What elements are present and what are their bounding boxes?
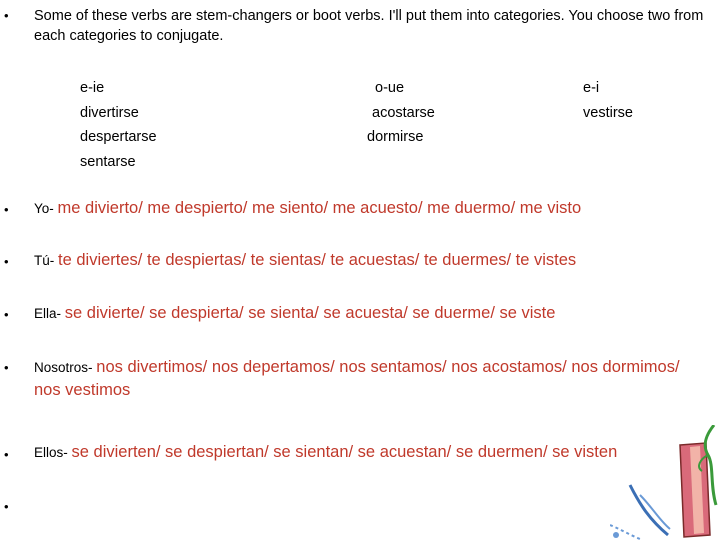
bullet: • [4,8,9,23]
bullet: • [4,307,9,322]
pronoun-label: Tú- [34,253,59,268]
answer-text: te diviertes/ te despiertas/ te sientas/ te acuestas/ te duermes/ te vistes [58,251,577,269]
verb: divertirse [80,104,139,121]
conjugation-row-ellos [34,443,617,462]
verb: vestirse [583,104,633,121]
category-heading: e-ie [80,80,105,96]
verb: dormirse [367,129,424,145]
category-heading: o-ue [375,80,405,96]
clipart-decoration [610,425,720,540]
conjugation-row-nosotros [34,356,684,402]
bullet: • [4,202,9,217]
category-heading: e-i [583,80,600,96]
verb: sentarse [80,153,136,170]
intro-text: Some of these verbs are stem-changers or boot verbs. I'll put them into categories. You choose two from each categories to conjugate. [34,8,704,44]
conjugation-row-ella [34,304,555,323]
conjugation-row-yo [34,199,581,218]
category-e-ie [80,76,157,174]
verb: acostarse [372,104,435,121]
bullet: • [4,499,9,514]
answer-text: nos divertimos/ nos depertamos/ nos sentamos/ nos acostamos/ nos dormimos/ nos vestimos [34,358,680,399]
category-e-i [583,76,633,125]
pronoun-label: Ella- [34,306,65,321]
bullet: • [4,254,9,269]
pronoun-label: Ellos- [34,445,72,460]
category-o-ue [367,76,435,150]
verb: despertarse [80,129,157,145]
pronoun-label: Yo- [34,201,58,216]
answer-text: se divierten/ se despiertan/ se sientan/ se acuestan/ se duermen/ se visten [71,443,618,461]
answer-text: se divierte/ se despierta/ se sienta/ se acuesta/ se duerme/ se viste [64,304,556,322]
bullet: • [4,447,9,462]
pronoun-label: Nosotros- [34,360,97,375]
conjugation-row-tu [34,251,576,270]
answer-text: me divierto/ me despierto/ me siento/ me acuesto/ me duermo/ me visto [57,199,582,217]
bullet: • [4,360,9,375]
